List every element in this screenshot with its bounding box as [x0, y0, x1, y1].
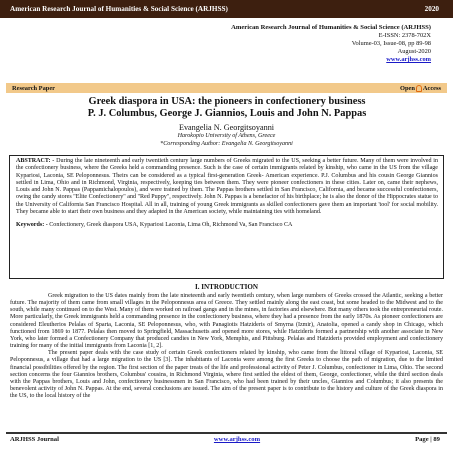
footer-journal: ARJHSS Journal — [10, 436, 59, 443]
journal-header-band — [0, 0, 453, 18]
open-access-badge — [400, 85, 441, 92]
open-lock-icon — [416, 85, 422, 92]
author-affiliation: Harokopio University of Athens, Greece — [177, 133, 276, 139]
introduction-body — [10, 293, 443, 400]
title-line-2: P. J. Columbus, George J. Giannios, Louis and John N. Pappas — [87, 108, 367, 120]
abstract-paragraph — [16, 158, 438, 216]
intro-paragraph-1: Greek migration to the US dates mainly from the late nineteenth and early twentieth century, when large numbers of Greeks crossed the Atlantic, seeking a better future. The majority of them came from small villages in the Peloponnesus area of Greece. They settled mainly along the east coast, but some headed to the Midwest and to the south, while many continued on to the West. Many of them worked on railroad gangs and in the mines, in factories and elsewhere. But many others took the entrepreneurial route. More particularly, the Greek immigrants held a commanding presence in the confectionery business, where they had a presence from the early 1870s. As pioneer confectioners are considered Eleutherios Pelalas of Sparta, Laconia, SE Peloponnesus, who, with Panagiotis Hatzideris of Smyrna (Izmir), Anatolia, opened a candy shop in Chicago, which functioned from 1869 to 1877. Pelalas then moved to Springfield, Massachusetts and opened more stores, while Hatzideris formed a partnership with another associate in New York, who later formed a Confectionery Company that produced candies in New York, Memphis, and Pittsburg. Pelalas and Hatzideris provided employment and confectionery training for many of the initial immigrants from Laconia [1, 2]. — [10, 293, 443, 350]
section-heading-introduction: I. INTRODUCTION — [194, 283, 259, 291]
author-name: Evangelia N. Georgitsoyanni — [178, 123, 275, 132]
journal-date: August-2020 — [397, 48, 431, 56]
footer-divider — [6, 432, 447, 434]
journal-name: American Research Journal of Humanities & Social Science (ARJHSS) — [231, 24, 431, 31]
journal-issn: E-ISSN: 2378-702X — [378, 32, 431, 40]
footer-website-link[interactable]: www.arjhss.com — [213, 436, 261, 443]
author-affiliation-block — [0, 133, 453, 148]
article-type-bar — [6, 83, 447, 93]
corresponding-author: *Corresponding Author: Evangelia N. Georgitsoyanni — [160, 140, 293, 147]
article-type-label: Research Paper — [12, 84, 56, 92]
open-access-open: Open — [399, 84, 415, 92]
journal-info-block — [181, 24, 431, 64]
open-access-access: Access — [422, 84, 441, 92]
title-line-1: Greek diaspora in USA: the pioneers in confectionery business — [88, 96, 366, 107]
journal-volume: Volume-03, Issue-08, pp 89-98 — [351, 40, 431, 48]
intro-paragraph-2: The present paper deals with the case study of certain Greek confectioners related by kinship, who came from the littoral village of Kypariosi, Laconia, SE Peloponnesus, a village that had a large migration to the US [3]. The inhabitants of Laconia were among the first Greeks to choose the path of migration, due to the limited financial possibilities offered by the region. The first section of the paper treats of the life and professional activity of Peter J. Columbus, confectioner in Lima, Ohio. The second section concerns the four Giannios brothers, Columbus' cousins, in Richmond Virginia, where first settled the eldest of them, George, confectioner, while the third section deals with the Pappas brothers, Louis and John, confectionery businessmen in San Francisco, who had been trained by their uncles, Giannios and Columbus; it also presents the benevolent activity of John N. Pappas. At the end, several conclusions are issued. The aim of the present paper is to contribute to the history and culture of the Greek diaspora in the US, to the local history of the — [10, 350, 443, 400]
abstract-box — [9, 155, 444, 279]
keywords-text: Confectionery, Greek diaspora USA, Kypariosi Laconia, Lima Oh, Richmond Va, San Francisco CA — [47, 222, 293, 229]
journal-website-link[interactable]: www.arjhss.com — [386, 56, 431, 64]
page-footer — [10, 436, 440, 443]
paper-title — [18, 96, 436, 121]
footer-page-number: Page | 89 — [415, 436, 440, 443]
keywords-label: Keywords: - — [16, 222, 48, 229]
abstract-label: ABSTRACT: - — [16, 158, 55, 164]
header-year: 2020 — [424, 5, 439, 13]
keywords-paragraph — [16, 222, 438, 229]
header-journal-title: American Research Journal of Humanities & Social Science (ARJHSS) — [10, 5, 228, 13]
abstract-text: During the late nineteenth and early twentieth century large numbers of Greeks migrated to the US, seeking a better future. Many of them were involved in the confectionery business, where the Greeks held a commanding presence. Such is the case of certain immigrants related by kinship, who came in the US from the village Kypariosi, Laconia, SE Peloponnesus. Theirs can be considered as a typical first-generation Greek- American experience. P.J. Columbus and his cousin George Giannios settled in Lima, Ohio and in Richmond, Virginia, respectively, keeping ties between them. They were pioneer confectioners in these cities. Later on, came their nephews, Louis and John N. Pappas (Pappamichalopoulos), and were trained by them. The Pappas brothers settled in San Francisco, California, and became successful confectioners, owing the candy stores "Elite Confectionery" and "Red Puppy", respectively. John N. Pappas is a benefactor of his birthplace; he is also the donor of the Hippocrates statue to the University of California San Francisco Hospital. All in all, training of young Greek immigrants as skilled confectioners gave them an important 'tool' for social mobility. They became able to start their own business and they adapted in the American society, while maintaining ties with homeland. — [16, 158, 438, 216]
